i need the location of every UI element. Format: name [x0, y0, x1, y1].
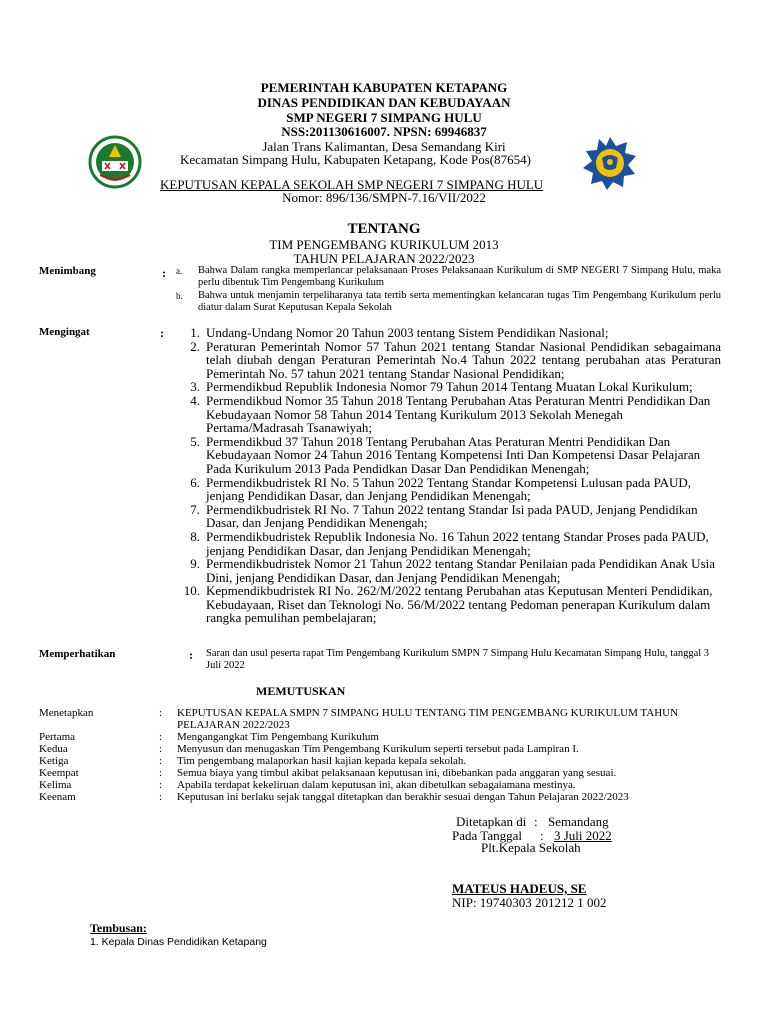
- decision-key: Kelima: [39, 779, 72, 791]
- decision-key: Kedua: [39, 743, 68, 755]
- ditetapkan-row: [456, 814, 609, 829]
- signatory-nip: NIP: 19740303 201212 1 002: [452, 895, 607, 910]
- list-item: [176, 584, 721, 625]
- list-item: [176, 476, 721, 503]
- subject-line-1: TIM PENGEMBANG KURIKULUM 2013: [269, 237, 499, 252]
- decision-row: [39, 791, 739, 803]
- header-postal: Kecamatan Simpang Hulu, Kabupaten Ketapang, Kode Pos(87654): [180, 152, 531, 167]
- tentang-heading: TENTANG: [347, 221, 421, 237]
- list-item: [176, 530, 721, 557]
- decision-value: Semua biaya yang timbul akibat pelaksanaan keputusan ini, dibebankan pada anggaran yang sesuai.: [177, 767, 617, 779]
- decree-number: Nomor: 896/136/SMPN-7.16/VII/2022: [282, 190, 486, 205]
- decree-title: KEPUTUSAN KEPALA SEKOLAH SMP NEGERI 7 SIMPANG HULU: [160, 177, 544, 192]
- menimbang-item: [176, 265, 721, 289]
- list-number: 8.: [190, 528, 200, 544]
- menimbang-marker: b.: [176, 291, 183, 301]
- decision-value: Keputusan ini berlaku sejak tanggal ditetapkan dan berakhir sesuai dengan Tahun Pelajaran 2022/2023: [177, 791, 629, 803]
- tanggal-label: Pada Tanggal: [452, 828, 522, 843]
- decision-colon: :: [159, 767, 163, 779]
- menimbang-list: [176, 265, 721, 314]
- list-text: Permendikbudristek RI No. 7 Tahun 2022 tentang Standar Isi pada PAUD, Jenjang Pendidikan Dasar, dan Jenjang Pendidikan Menengah;: [206, 501, 698, 531]
- menimbang-marker: a.: [176, 266, 183, 276]
- decision-row: [39, 731, 739, 743]
- mengingat-colon: :: [160, 326, 164, 340]
- header-address: Jalan Trans Kalimantan, Desa Semandang Kiri: [262, 139, 506, 154]
- list-text: Permendikbud 37 Tahun 2018 Tentang Perubahan Atas Peraturan Mentri Pendidikan Dan Kebudayaan Nomor 24 Tahun 2016 Tentang Kompetensi Inti Dan Kompetensi Dasar Pelajaran Pada Kurikulum 2013 Pada Pendidkan Dasar Dan Pendidikan Menengah;: [206, 433, 701, 476]
- tembusan-label: Tembusan:: [90, 921, 147, 935]
- list-item: [176, 340, 721, 381]
- ditetapkan-value: Semandang: [548, 814, 609, 829]
- list-number: 9.: [190, 556, 200, 572]
- decision-row: [39, 779, 739, 791]
- decision-colon: :: [159, 731, 163, 743]
- list-text: Undang-Undang Nomor 20 Tahun 2003 tentang Sistem Pendidikan Nasional;: [206, 325, 609, 340]
- decision-key: Pertama: [39, 731, 76, 743]
- header-government: PEMERINTAH KABUPATEN KETAPANG: [260, 80, 508, 95]
- decision-row: [39, 743, 739, 755]
- decision-colon: :: [159, 779, 163, 791]
- menimbang-label: Menimbang: [39, 265, 96, 277]
- menimbang-item: [176, 290, 721, 314]
- list-text: Permendikbudristek Nomor 21 Tahun 2022 tentang Standar Penilaian pada Pendidikan Anak Usia Dini, jenjang Pendidikan Dasar, dan Jenjang Pendidikan Menengah;: [206, 556, 716, 585]
- tembusan-item: 1. Kepala Dinas Pendidikan Ketapang: [90, 936, 267, 948]
- decision-row: [39, 755, 739, 767]
- ditetapkan-colon: :: [534, 814, 538, 829]
- subject-line-2: TAHUN PELAJARAN 2022/2023: [293, 251, 475, 266]
- list-item: [176, 394, 721, 435]
- decision-key: Keempat: [39, 767, 79, 779]
- decision-colon: :: [159, 707, 163, 719]
- list-item: [176, 380, 721, 394]
- decision-value: Mengangangkat Tim Pengembang Kurikulum: [177, 731, 379, 743]
- menimbang-text: Bahwa Dalam rangka memperlancar pelaksanaan Proses Pelaksanaan Kurikulum di SMP NEGERI 7 Simpang Hulu, maka perlu dibentuk Tim Pengembang Kurikulum: [198, 265, 721, 288]
- decision-row: [39, 767, 739, 779]
- memperhatikan-text: Saran dan usul peserta rapat Tim Pengembang Kurikulum SMPN 7 Simpang Hulu Kecamatan Simpang Hulu, tanggal 3 Juli 2022: [206, 648, 710, 671]
- mengingat-label: Mengingat: [39, 326, 90, 338]
- ditetapkan-label: Ditetapkan di: [456, 814, 527, 829]
- decision-key: Keenam: [39, 791, 76, 803]
- decision-colon: :: [159, 755, 163, 767]
- decision-key: Menetapkan: [39, 707, 94, 719]
- list-number: 1.: [190, 325, 200, 340]
- mengingat-list: [176, 326, 721, 625]
- menimbang-colon: :: [162, 266, 166, 280]
- list-item: [176, 557, 721, 584]
- list-text: Permendikbud Republik Indonesia Nomor 79 Tahun 2014 Tentang Muatan Lokal Kurikulum;: [206, 379, 693, 395]
- list-text: Peraturan Pemerintah Nomor 57 Tahun 2021 tentang Standar Nasional Pendidikan sebagaimana telah diubah dengan Peraturan Pemerintah No.4 Tahun 2022 tentang perubahan atas Peraturan Pemerintah No. 57 tahun 2021 tentang Standar Nasional Pendidikan;: [206, 338, 721, 381]
- decision-key: Ketiga: [39, 755, 69, 767]
- decision-value: KEPUTUSAN KEPALA SMPN 7 SIMPANG HULU TENTANG TIM PENGEMBANG KURIKULUM TAHUN PELAJARAN 2022/2023: [177, 707, 679, 731]
- list-number: 7.: [190, 501, 200, 517]
- memperhatikan-label: Memperhatikan: [39, 648, 116, 660]
- signatory-role: Plt.Kepala Sekolah: [481, 840, 581, 855]
- memperhatikan-colon: :: [189, 648, 193, 662]
- list-text: Permendikbud Nomor 35 Tahun 2018 Tentang Perubahan Atas Peraturan Mentri Pendidikan Dan Kebudayaan Nomor 58 Tahun 2014 Tentang Kurikulum 2013 Sekolah Menegah Pertama/Madrasah Tsanawiyah;: [206, 392, 711, 436]
- decision-value: Tim pengembang malaporkan hasil kajian kepada kepala sekolah.: [177, 755, 467, 767]
- list-number: 2.: [190, 338, 200, 354]
- list-text: Permendikbudristek RI No. 5 Tahun 2022 Tentang Standar Kompetensi Lulusan pada PAUD, jenjang Pendidikan Dasar, dan Jenjang Pendidikan Menengah;: [206, 474, 692, 504]
- list-item: [176, 326, 721, 340]
- decision-value: Apabila terdapat kekeliruan dalam keputusan ini, akan dibetulkan sebagaiamana mestinya.: [177, 779, 576, 791]
- list-number: 10.: [183, 583, 200, 599]
- header-school: SMP NEGERI 7 SIMPANG HULU: [286, 110, 482, 125]
- header-department: DINAS PENDIDIKAN DAN KEBUDAYAAN: [257, 95, 511, 110]
- decision-value: Menyusun dan menugaskan Tim Pengembang Kurikulum seperti tersebut pada Lampiran I.: [177, 743, 579, 755]
- header-nss-npsn: NSS:201130616007. NPSN: 69946837: [281, 124, 487, 139]
- list-item: [176, 503, 721, 530]
- list-number: 6.: [190, 474, 200, 490]
- list-number: 5.: [190, 433, 200, 449]
- decision-colon: :: [159, 791, 163, 803]
- decision-colon: :: [159, 743, 163, 755]
- decision-row: [39, 707, 739, 731]
- list-text: Permendikbudristek Republik Indonesia No. 16 Tahun 2022 tentang Standar Proses pada PAUD, jenjang Pendidikan Dasar, dan Jenjang Pendidikan Menengah;: [206, 528, 709, 558]
- memutuskan-heading: MEMUTUSKAN: [256, 684, 346, 698]
- tanggal-value: 3 Juli 2022: [554, 828, 612, 843]
- list-text: Kepmendikbudristek RI No. 262/M/2022 tentang Perubahan atas Keputusan Menteri Pendidikan, Kebudayaan, Riset dan Teknologi No. 56/M/2022 tentang Pedoman penerapan Kurikulum dalam rangka pemulihan pembelajaran;: [206, 583, 713, 626]
- menimbang-text: Bahwa untuk menjamin terpeliharanya tata tertib serta mementingkan kelancaran tugas Tim Pengembang Kurikulum perlu diatur dalam Surat Keputusan Kepala Sekolah: [198, 290, 721, 313]
- signatory-name: MATEUS HADEUS, SE: [452, 881, 587, 896]
- school-emblem-icon: [88, 135, 142, 189]
- list-number: 3.: [190, 379, 200, 395]
- tanggal-colon: :: [540, 828, 544, 843]
- list-item: [176, 435, 721, 476]
- list-number: 4.: [190, 392, 200, 408]
